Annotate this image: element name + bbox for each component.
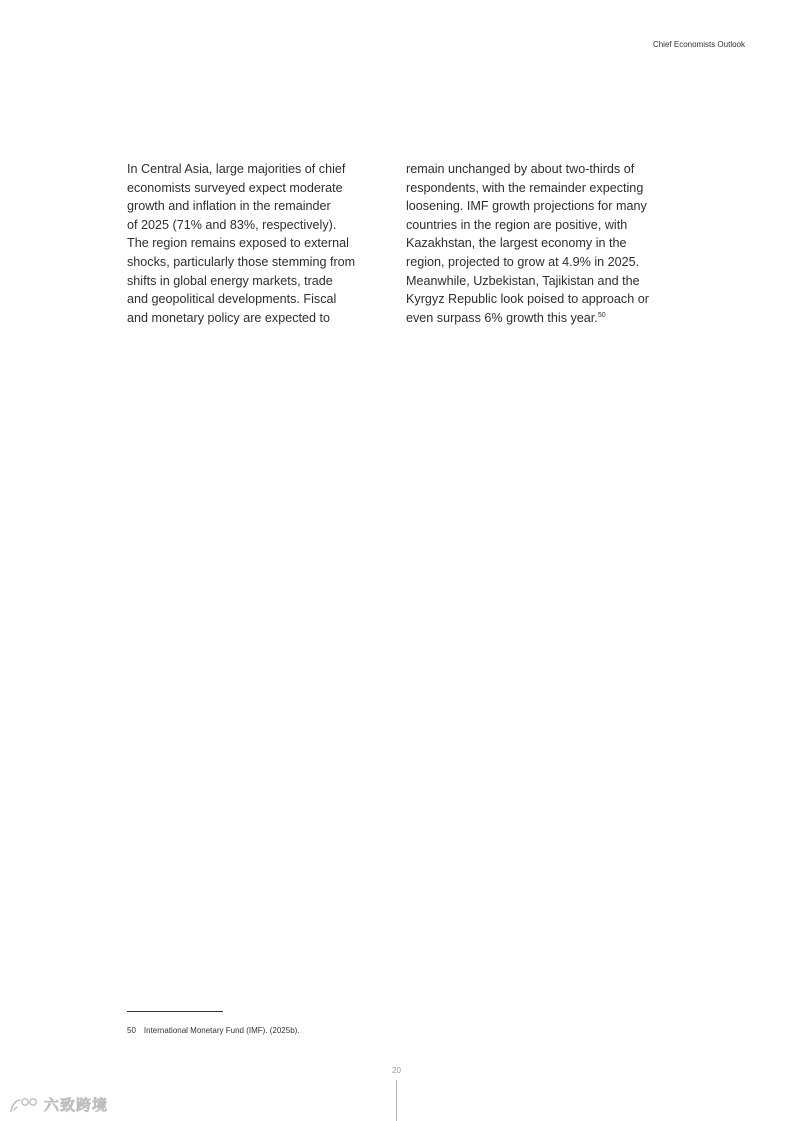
body-line: shocks, particularly those stemming from <box>127 254 356 269</box>
body-line-last <box>406 309 671 328</box>
body-line: respondents, with the remainder expecting <box>406 180 644 195</box>
body-line: economists surveyed expect moderate <box>127 180 343 195</box>
body-line: Kazakhstan, the largest economy in the <box>406 236 627 251</box>
footnote-text: International Monetary Fund (IMF). (2025b). <box>143 1026 300 1035</box>
body-line: and monetary policy are expected to <box>127 310 331 325</box>
running-header: Chief Economists Outlook <box>652 40 745 49</box>
body-line: remain unchanged by about two-thirds of <box>406 162 635 176</box>
footnote-number: 50 <box>127 1026 136 1035</box>
body-line-text: even surpass 6% growth this year. <box>406 310 598 325</box>
body-line: of 2025 (71% and 83%, respectively). <box>127 217 337 232</box>
body-line: region, projected to grow at 4.9% in 2025. <box>406 254 640 269</box>
body-line: loosening. IMF growth projections for many <box>406 199 647 214</box>
body-line: Meanwhile, Uzbekistan, Tajikistan and the <box>406 273 640 288</box>
watermark-logo-icon <box>8 1095 42 1115</box>
page-number-rule <box>396 1080 397 1121</box>
footnote <box>127 1026 300 1035</box>
body-column-right <box>406 160 671 327</box>
footnote-divider <box>127 1011 223 1012</box>
footnote-reference[interactable]: 50 <box>597 311 606 319</box>
body-line: The region remains exposed to external <box>127 236 349 251</box>
page-number: 20 <box>392 1066 401 1075</box>
body-line: In Central Asia, large majorities of chief <box>127 162 346 176</box>
body-line: and geopolitical developments. Fiscal <box>127 292 337 307</box>
body-line: growth and inflation in the remainder <box>127 199 331 214</box>
watermark-text: 六致跨境 <box>44 1096 109 1114</box>
body-line: Kyrgyz Republic look poised to approach or <box>406 292 649 307</box>
watermark <box>8 1094 108 1115</box>
body-line: shifts in global energy markets, trade <box>127 273 333 288</box>
body-line: countries in the region are positive, with <box>406 217 628 232</box>
body-column-left <box>127 160 379 327</box>
